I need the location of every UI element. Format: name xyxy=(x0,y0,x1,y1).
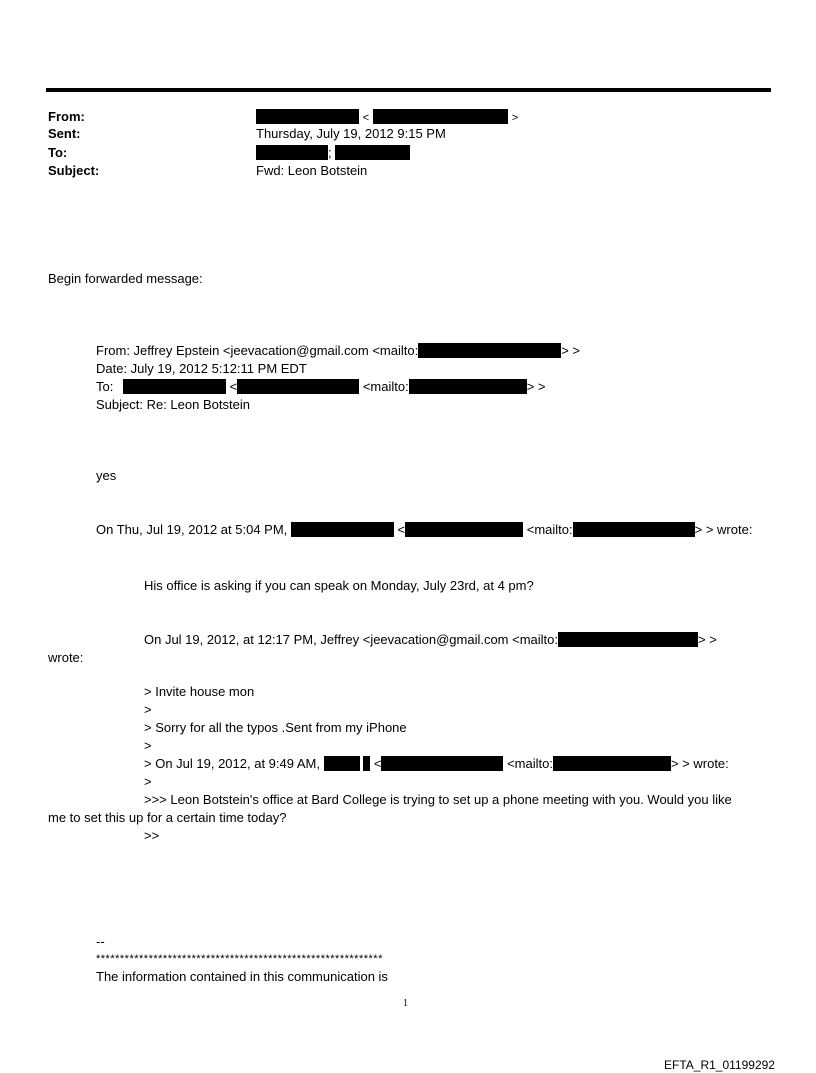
quote-gt: > xyxy=(144,738,152,753)
fwd-to-line: To: < <mailto: > > xyxy=(96,379,546,394)
from-value: < > xyxy=(256,109,518,126)
sent-label: Sent: xyxy=(48,126,81,141)
fwd-subject-line: Subject: Re: Leon Botstein xyxy=(96,397,250,412)
confidentiality-notice: The information contained in this communication is xyxy=(96,969,388,984)
redaction-block xyxy=(363,756,370,771)
redaction-block xyxy=(291,522,394,537)
reply-yes: yes xyxy=(96,468,117,483)
subject-label: Subject: xyxy=(48,163,100,178)
from-label: From: xyxy=(48,109,85,124)
quote-botstein-2: me to set this up for a certain time today? xyxy=(48,810,287,825)
quote-gt: > xyxy=(144,702,152,717)
redaction-block xyxy=(373,109,508,124)
quote-gt: > xyxy=(144,774,152,789)
redaction-block xyxy=(573,522,695,537)
begin-forwarded: Begin forwarded message: xyxy=(48,271,203,286)
signature-stars: ************************************************************ xyxy=(96,953,383,965)
header-rule xyxy=(46,88,771,92)
signature-dash: -- xyxy=(96,934,105,949)
fwd-date-line: Date: July 19, 2012 5:12:11 PM EDT xyxy=(96,361,307,376)
redaction-block xyxy=(558,632,698,647)
on-thu-line: On Thu, Jul 19, 2012 at 5:04 PM, < <mailto: > > wrote: xyxy=(96,522,753,537)
redaction-block xyxy=(381,756,503,771)
quote-on-949-line: > On Jul 19, 2012, at 9:49 AM, < <mailto: > > wrote: xyxy=(144,756,729,771)
page-number: 1 xyxy=(403,998,408,1009)
office-asking: His office is asking if you can speak on Monday, July 23rd, at 4 pm? xyxy=(144,578,534,593)
to-value: ; xyxy=(256,145,410,161)
redaction-block xyxy=(256,145,328,160)
to-label: To: xyxy=(48,145,68,160)
fwd-from-line: From: Jeffrey Epstein <jeevacation@gmail.com <mailto: > > xyxy=(96,343,580,358)
redaction-block xyxy=(553,756,671,771)
redaction-block xyxy=(237,379,359,394)
on-jul-1217-line: On Jul 19, 2012, at 12:17 PM, Jeffrey <jeevacation@gmail.com <mailto: > > xyxy=(144,632,717,647)
quote-gtgt: >> xyxy=(144,828,160,843)
redaction-block xyxy=(418,343,561,358)
redaction-block xyxy=(123,379,226,394)
quote-invite: > Invite house mon xyxy=(144,684,255,699)
redaction-block xyxy=(335,145,410,160)
redaction-block xyxy=(405,522,523,537)
sent-value: Thursday, July 19, 2012 9:15 PM xyxy=(256,126,446,141)
redaction-block xyxy=(324,756,360,771)
quote-botstein-1: >>> Leon Botstein's office at Bard College is trying to set up a phone meeting with you. Would you like xyxy=(144,792,732,807)
quote-sorry: > Sorry for all the typos .Sent from my iPhone xyxy=(144,720,407,735)
redaction-block xyxy=(256,109,359,124)
bates-id: EFTA_R1_01199292 xyxy=(664,1058,775,1072)
wrote-line: wrote: xyxy=(48,650,84,665)
subject-value: Fwd: Leon Botstein xyxy=(256,163,368,178)
redaction-block xyxy=(409,379,527,394)
